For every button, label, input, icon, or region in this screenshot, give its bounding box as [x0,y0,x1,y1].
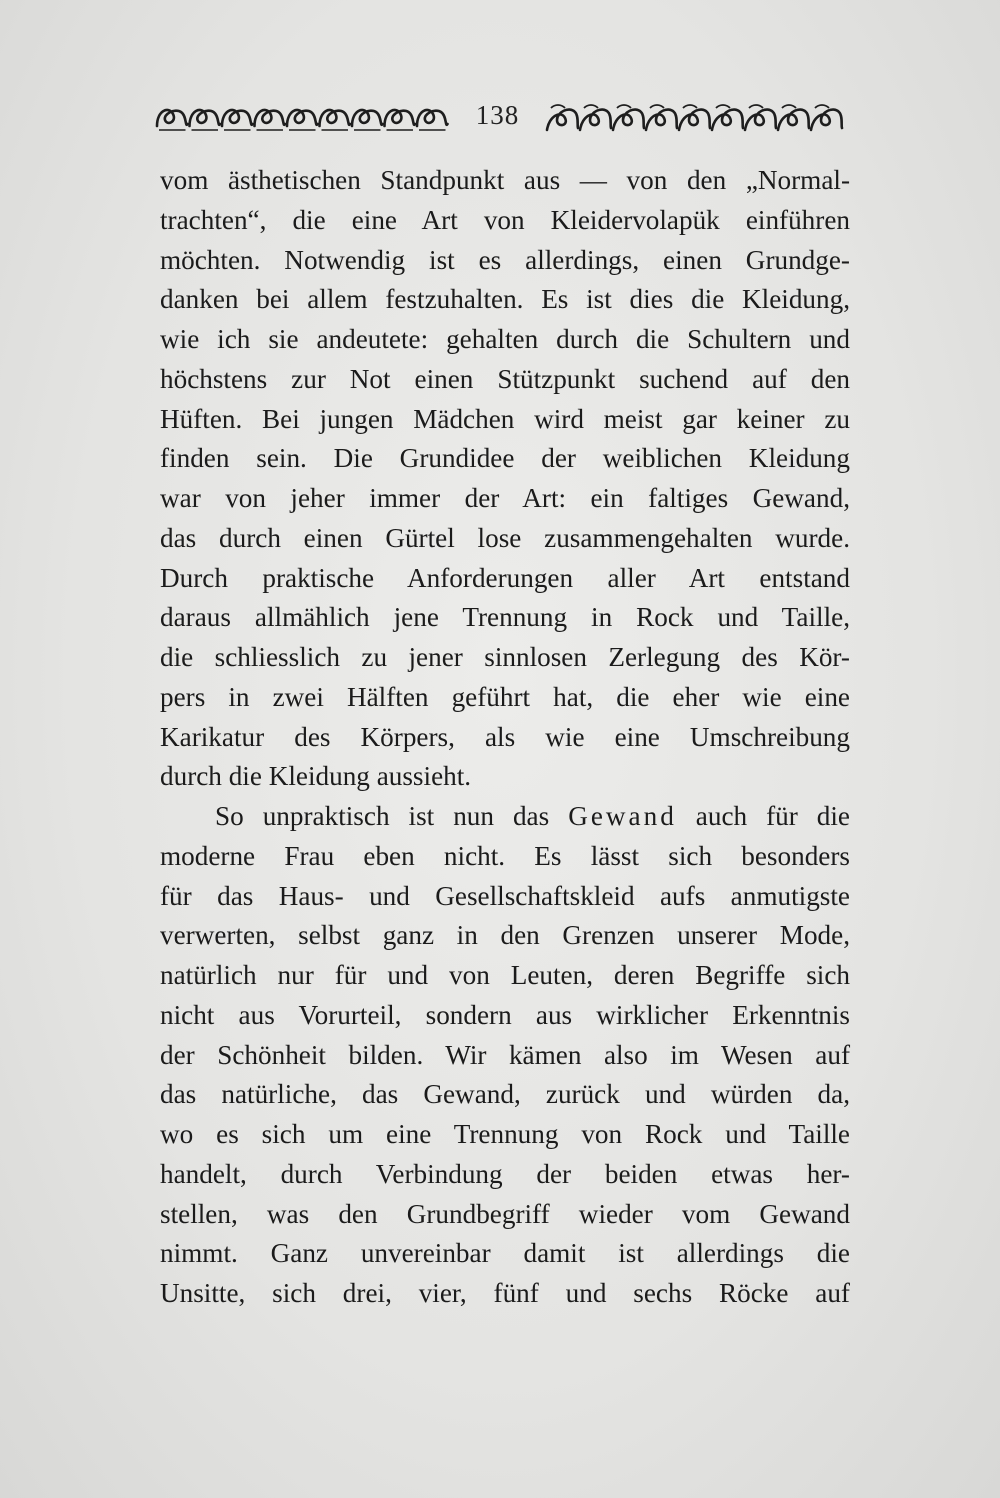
text-line: nimmt. Ganz unvereinbar damit ist allerdings die [160,1238,850,1269]
text-line: wo es sich um eine Trennung von Rock und Taille [160,1119,850,1149]
text-line: handelt, durch Verbindung der beiden etwas her- [160,1158,850,1189]
paragraph-1 [160,161,850,797]
text-line: Karikatur des Körpers, als wie eine Umschreibung [160,721,850,752]
text-line: die schliesslich zu jener sinnlosen Zerlegung des Kör- [160,642,850,672]
text-line: Durch praktische Anforderungen aller Art entstand [160,562,850,593]
right-header-ornament [545,100,845,136]
text-line: höchstens zur Not einen Stützpunkt suchend auf den [160,363,850,394]
text-line: das durch einen Gürtel lose zusammengehalten wurde. [160,522,850,553]
text-line: vom ästhetischen Standpunkt aus — von den „Normal- [160,165,850,195]
text-line: möchten. Notwendig ist es allerdings, einen Grundge- [160,244,850,275]
text-line: natürlich nur für und von Leuten, deren Begriffe sich [160,960,850,990]
text-fragment: auch für die [695,801,850,831]
text-fragment: So unpraktisch ist nun das [215,801,550,831]
text-line: für das Haus- und Gesellschaftskleid aufs anmutigste [160,880,850,911]
text-line: wie ich sie andeutete: gehalten durch die Schultern und [160,324,850,354]
text-line: der Schönheit bilden. Wir kämen also im Wesen auf [160,1039,850,1070]
left-header-ornament [155,100,450,136]
text-line: war von jeher immer der Art: ein faltiges Gewand, [160,483,850,513]
text-line: daraus allmählich jene Trennung in Rock und Taille, [160,602,850,633]
body-text [160,161,850,1314]
running-header [155,98,845,138]
text-line: durch die Kleidung aussieht. [160,761,472,792]
text-line: verwerten, selbst ganz in den Grenzen unserer Mode, [160,920,850,951]
text-line: danken bei allem festzuhalten. Es ist dies die Kleidung, [160,284,850,315]
text-line: trachten“, die eine Art von Kleidervolapük einführen [160,204,850,235]
paragraph-2 [160,797,850,1314]
text-line: nicht aus Vorurteil, sondern aus wirklicher Erkenntnis [160,999,850,1030]
emphasized-word: Gewand [568,801,677,831]
text-line: pers in zwei Hälften geführt hat, die eher wie eine [160,681,850,712]
text-line: finden sein. Die Grundidee der weiblichen Kleidung [160,443,850,474]
page-number: 138 [475,99,520,130]
text-line: das natürliche, das Gewand, zurück und würden da, [160,1079,850,1110]
text-line: Hüften. Bei jungen Mädchen wird meist gar keiner zu [160,403,850,434]
text-line: stellen, was den Grundbegriff wieder vom Gewand [160,1198,850,1229]
text-line: Unsitte, sich drei, vier, fünf und sechs Röcke auf [160,1278,850,1308]
text-line [160,797,850,837]
text-line: moderne Frau eben nicht. Es lässt sich besonders [160,840,850,871]
